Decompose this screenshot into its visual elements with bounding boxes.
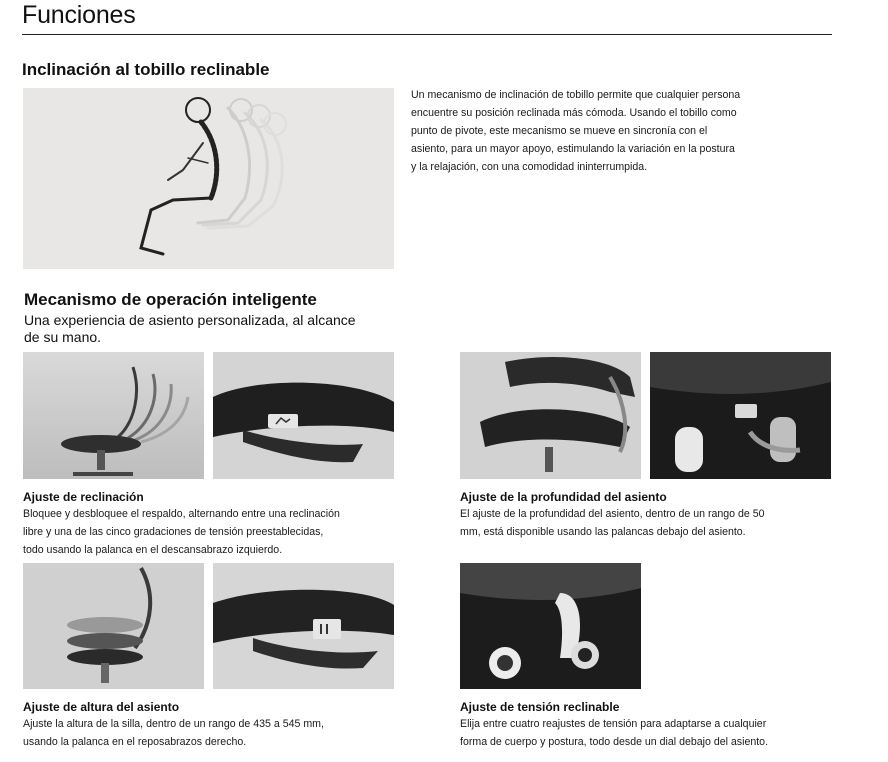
text-line: Bloquee y desbloquee el respaldo, alternando entre una reclinación bbox=[23, 508, 340, 520]
text-line: usando la palanca en el reposabrazos derecho. bbox=[23, 736, 247, 748]
page-title: Funciones bbox=[22, 1, 136, 29]
ankle-tilt-illustration bbox=[23, 88, 394, 269]
recline-feature bbox=[23, 490, 433, 559]
text-line: asiento, para un mayor apoyo, estimulando la variación en la postura bbox=[411, 143, 735, 155]
text-line: Un mecanismo de inclinación de tobillo permite que cualquier persona bbox=[411, 89, 741, 101]
recline-feature-text bbox=[23, 505, 433, 559]
title-divider bbox=[22, 34, 832, 35]
ankle-tilt-heading: Inclinación al tobillo reclinable bbox=[22, 60, 270, 79]
text-line: y la relajación, con una comodidad ininterrumpida. bbox=[411, 161, 648, 173]
seat-height-feature-text bbox=[23, 715, 433, 751]
recline-chair-photo bbox=[23, 352, 204, 479]
text-line: El ajuste de la profundidad del asiento, dentro de un rango de 50 bbox=[460, 508, 765, 520]
recline-feature-title: Ajuste de reclinación bbox=[23, 490, 144, 504]
subtitle-line: de su mano. bbox=[24, 329, 102, 345]
text-line: mm, está disponible usando las palancas debajo del asiento. bbox=[460, 526, 746, 538]
subtitle-line: Una experiencia de asiento personalizada, al alcance bbox=[24, 312, 356, 328]
seat-height-armrest-lever-photo bbox=[213, 563, 394, 689]
mechanism-subtitle bbox=[24, 312, 404, 346]
mechanism-heading: Mecanismo de operación inteligente bbox=[24, 290, 317, 309]
text-line: encuentre su posición reclinada más cómoda. Usando el tobillo como bbox=[411, 107, 737, 119]
text-line: libre y una de las cinco gradaciones de tensión preestablecidas, bbox=[23, 526, 324, 538]
text-line: Ajuste la altura de la silla, dentro de un rango de 435 a 545 mm, bbox=[23, 718, 324, 730]
seat-height-feature bbox=[23, 700, 433, 751]
text-line: Elija entre cuatro reajustes de tensión para adaptarse a cualquier bbox=[460, 718, 767, 730]
text-line: forma de cuerpo y postura, todo desde un dial debajo del asiento. bbox=[460, 736, 769, 748]
seat-height-chair-photo bbox=[23, 563, 204, 689]
tension-feature bbox=[460, 700, 880, 751]
seat-height-feature-title: Ajuste de altura del asiento bbox=[23, 700, 180, 714]
seat-depth-levers-photo bbox=[650, 352, 831, 479]
tension-feature-title: Ajuste de tensión reclinable bbox=[460, 700, 620, 714]
ankle-tilt-description bbox=[411, 86, 811, 176]
text-line: todo usando la palanca en el descansabrazo izquierdo. bbox=[23, 544, 283, 556]
recline-armrest-lever-photo bbox=[213, 352, 394, 479]
seat-depth-feature-text bbox=[460, 505, 870, 541]
tension-dial-photo bbox=[460, 563, 641, 689]
seat-depth-feature-title: Ajuste de la profundidad del asiento bbox=[460, 490, 667, 504]
seat-depth-chair-photo bbox=[460, 352, 641, 479]
tension-feature-text bbox=[460, 715, 880, 751]
text-line: punto de pivote, este mecanismo se mueve en sincronía con el bbox=[411, 125, 708, 137]
seat-depth-feature bbox=[460, 490, 870, 541]
